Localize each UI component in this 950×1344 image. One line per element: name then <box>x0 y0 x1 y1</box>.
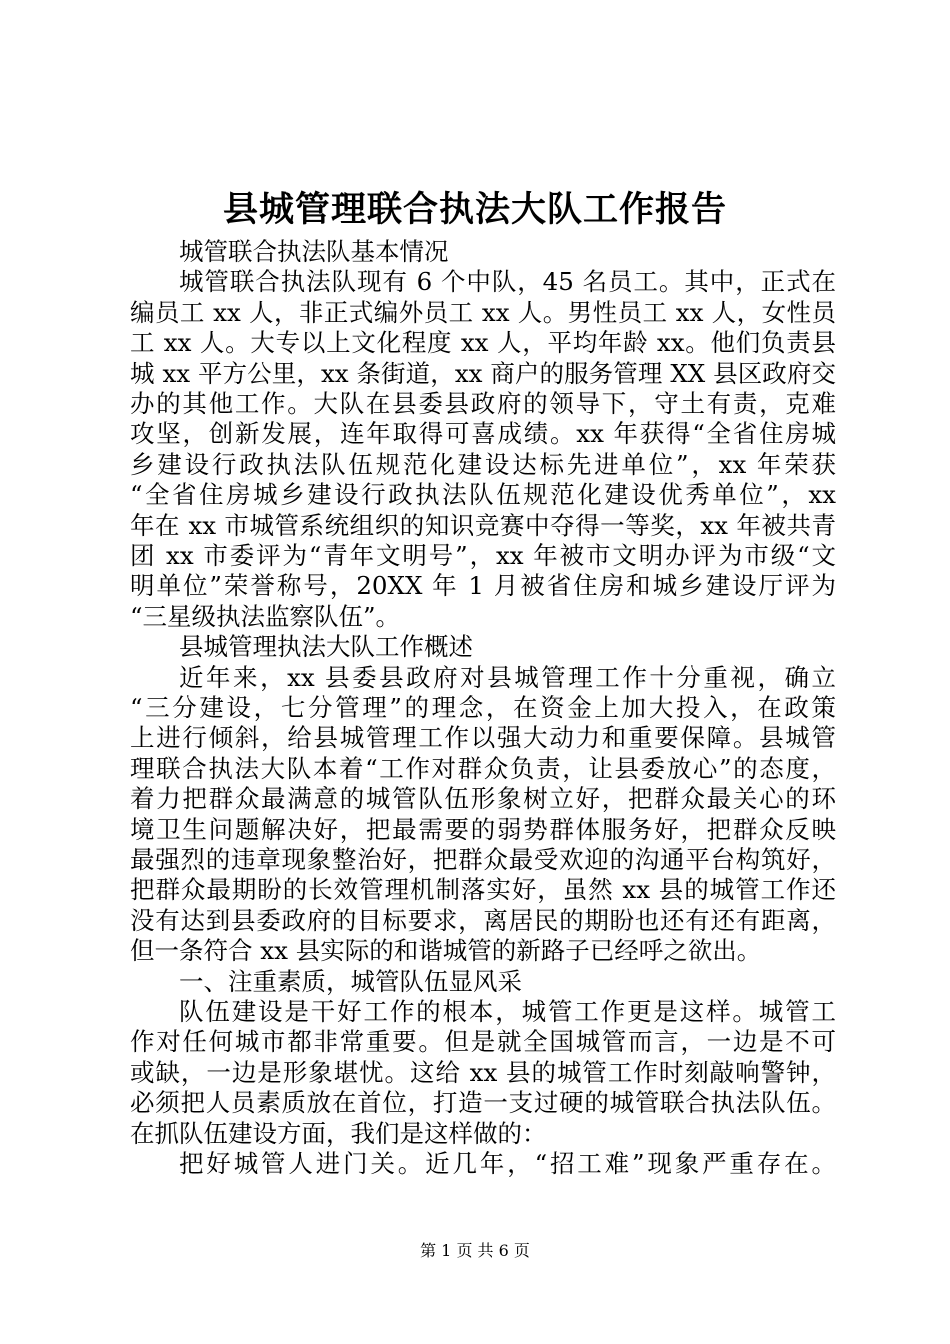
section-heading-basic-info: 城管联合执法队基本情况 <box>179 237 449 266</box>
paragraph-line: 工 xx 人。大专以上文化程度 xx 人，平均年龄 xx。他们负责县 <box>130 328 836 358</box>
paragraph-line: 城管联合执法队现有 6 个中队，45 名员工。其中，正式在 <box>179 267 836 297</box>
paragraph-line: 在抓队伍建设方面，我们是这样做的： <box>130 1118 547 1148</box>
paragraph-line: 着力把群众最满意的城管队伍形象树立好，把群众最关心的环 <box>130 784 836 814</box>
paragraph-line: 没有达到县委政府的目标要求，离居民的期盼也还有还有距离， <box>130 905 836 935</box>
paragraph-line: 最强烈的违章现象整治好，把群众最受欢迎的沟通平台构筑好， <box>130 845 836 874</box>
page-footer: 第 1 页 共 6 页 <box>420 1241 530 1260</box>
paragraph-line: 必须把人员素质放在首位，打造一支过硬的城管联合执法队伍。 <box>130 1088 836 1118</box>
section-heading-quality: 一、注重素质，城管队伍显风采 <box>179 966 522 996</box>
paragraph-line: “三星级执法监察队伍”。 <box>130 601 401 631</box>
paragraph-line: 编员工 xx 人，非正式编外员工 xx 人。男性员工 xx 人，女性员 <box>130 297 836 327</box>
paragraph-line: 把好城管人进门关。近几年，“招工难”现象严重存在。 <box>179 1149 836 1178</box>
paragraph-line: 城 xx 平方公里，xx 条街道，xx 商户的服务管理 XX 县区政府交 <box>130 358 836 388</box>
paragraph-line: 作对任何城市都非常重要。但是就全国城管而言，一边是不可 <box>130 1027 836 1057</box>
paragraph-line: 理联合执法大队本着“工作对群众负责，让县委放心”的态度， <box>130 753 836 783</box>
paragraph-line: 或缺，一边是形象堪忧。这给 xx 县的城管工作时刻敲响警钟， <box>130 1057 836 1087</box>
paragraph-line: 明单位”荣誉称号，20XX 年 1 月被省住房和城乡建设厅评为 <box>130 571 836 601</box>
section-heading-work-overview: 县城管理执法大队工作概述 <box>179 632 473 662</box>
paragraph-line: 境卫生问题解决好，把最需要的弱势群体服务好，把群众反映 <box>130 814 836 844</box>
paragraph-line: 团 xx 市委评为“青年文明号”，xx 年被市文明办评为市级“文 <box>130 541 836 570</box>
paragraph-line: 但一条符合 xx 县实际的和谐城管的新路子已经呼之欲出。 <box>130 936 762 966</box>
paragraph-line: 把群众最期盼的长效管理机制落实好，虽然 xx 县的城管工作还 <box>130 875 836 905</box>
document-title: 县城管理联合执法大队工作报告 <box>222 189 727 230</box>
paragraph-line: 上进行倾斜，给县城管理工作以强大动力和重要保障。县城管 <box>130 723 836 753</box>
paragraph-line: 年在 xx 市城管系统组织的知识竞赛中夺得一等奖，xx 年被共青 <box>130 510 836 540</box>
paragraph-line: 队伍建设是干好工作的根本，城管工作更是这样。城管工 <box>179 997 836 1026</box>
paragraph-line: 近年来，xx 县委县政府对县城管理工作十分重视，确立 <box>179 662 836 692</box>
paragraph-line: “三分建设，七分管理”的理念，在资金上加大投入，在政策 <box>130 693 836 722</box>
paragraph-line: 攻坚，创新发展，连年取得可喜成绩。xx 年获得“全省住房城 <box>130 419 836 449</box>
paragraph-line: “全省住房城乡建设行政执法队伍规范化建设优秀单位”，xx <box>130 480 836 510</box>
paragraph-line: 办的其他工作。大队在县委县政府的领导下，守土有责，克难 <box>130 389 836 418</box>
paragraph-line: 乡建设行政执法队伍规范化建设达标先进单位”，xx 年荣获 <box>130 449 836 479</box>
